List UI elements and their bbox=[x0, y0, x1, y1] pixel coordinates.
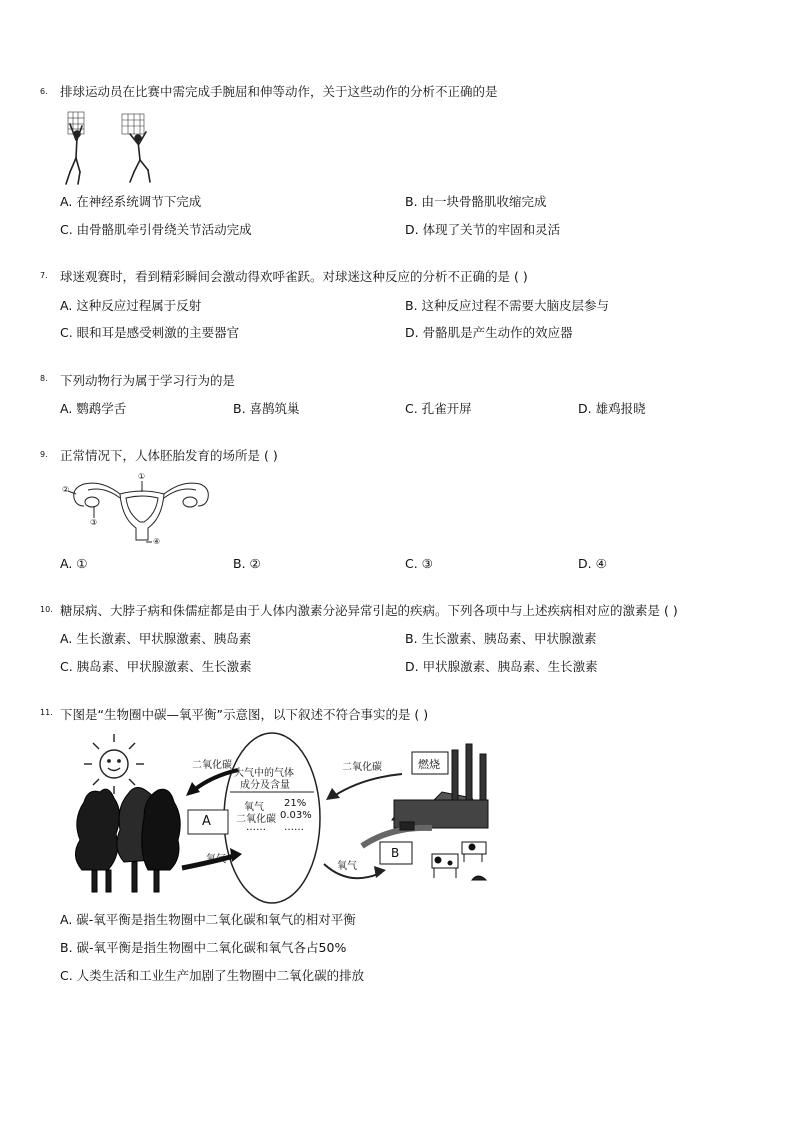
question-9-stem: 正常情况下，人体胚胎发育的场所是 ( ) bbox=[60, 448, 278, 463]
question-8-option-d[interactable]: D. 雄鸡报晓 bbox=[578, 401, 646, 416]
question-9-option-a[interactable]: A. ① bbox=[60, 556, 88, 571]
question-6-option-b[interactable]: B. 由一块骨骼肌收缩完成 bbox=[405, 194, 547, 209]
uterus-diagram bbox=[62, 472, 212, 550]
uterus-label-3: ③ bbox=[90, 518, 98, 527]
question-8-option-a[interactable]: A. 鹦鹉学舌 bbox=[60, 401, 127, 416]
question-10-number: 10. bbox=[40, 605, 53, 614]
question-6-number: 6. bbox=[40, 87, 48, 96]
cows-icon bbox=[432, 842, 486, 880]
question-11-stem: 下图是“生物圈中碳—氧平衡”示意图，以下叙述不符合事实的是 ( ) bbox=[60, 707, 429, 722]
question-6-option-c[interactable]: C. 由骨骼肌牵引骨绕关节活动完成 bbox=[60, 222, 252, 237]
question-8-stem: 下列动物行为属于学习行为的是 bbox=[60, 373, 236, 388]
atmosphere-row2-value: 0.03% bbox=[280, 810, 312, 821]
question-9-option-c[interactable]: C. ③ bbox=[405, 556, 433, 571]
question-7-stem: 球迷观赛时，看到精彩瞬间会激动得欢呼雀跃。对球迷这种反应的分析不正确的是 ( ) bbox=[60, 269, 528, 284]
o2-left-label: 氧气 bbox=[206, 854, 226, 865]
question-6-option-d[interactable]: D. 体现了关节的牢固和灵活 bbox=[405, 222, 561, 237]
question-11-option-c[interactable]: C. 人类生活和工业生产加剧了生物圈中二氧化碳的排放 bbox=[60, 968, 365, 983]
box-a-label: A bbox=[202, 814, 211, 829]
volleyball-players-figure bbox=[60, 110, 160, 190]
question-7-option-a[interactable]: A. 这种反应过程属于反射 bbox=[60, 298, 202, 313]
sun-icon bbox=[84, 734, 144, 794]
trees-icon bbox=[75, 787, 180, 892]
question-7-option-c[interactable]: C. 眼和耳是感受刺激的主要器官 bbox=[60, 325, 240, 340]
carbon-oxygen-balance-diagram bbox=[62, 730, 502, 906]
question-7-number: 7. bbox=[40, 271, 48, 280]
atmosphere-title-line1: 大气中的气体 bbox=[234, 768, 294, 779]
question-9-option-b[interactable]: B. ② bbox=[233, 556, 261, 571]
question-9-option-d[interactable]: D. ④ bbox=[578, 556, 607, 571]
question-8-number: 8. bbox=[40, 374, 48, 383]
question-10-stem: 糖尿病、大脖子病和侏儒症都是由于人体内激素分泌异常引起的疾病。下列各项中与上述疾病相对应的激素是 ( ) bbox=[60, 603, 678, 618]
atmosphere-row1-name: 氧气 bbox=[244, 802, 264, 813]
burn-label: 燃烧 bbox=[418, 758, 440, 771]
atmosphere-row3-name: …… bbox=[246, 822, 266, 833]
question-8-option-c[interactable]: C. 孔雀开屏 bbox=[405, 401, 472, 416]
question-10-option-a[interactable]: A. 生长激素、甲状腺激素、胰岛素 bbox=[60, 631, 252, 646]
atmosphere-title-line2: 成分及含量 bbox=[240, 780, 290, 791]
question-7-option-b[interactable]: B. 这种反应过程不需要大脑皮层参与 bbox=[405, 298, 610, 313]
question-7-option-d[interactable]: D. 骨骼肌是产生动作的效应器 bbox=[405, 325, 573, 340]
uterus-label-4: ④ bbox=[153, 537, 161, 546]
uterus-label-2: ② bbox=[62, 485, 70, 494]
question-11-number: 11. bbox=[40, 708, 53, 717]
question-11-option-b[interactable]: B. 碳-氧平衡是指生物圈中二氧化碳和氧气各占50% bbox=[60, 940, 347, 955]
uterus-label-1: ① bbox=[138, 472, 146, 481]
question-10-option-c[interactable]: C. 胰岛素、甲状腺激素、生长激素 bbox=[60, 659, 252, 674]
box-b-label: B bbox=[391, 846, 400, 860]
question-8-option-b[interactable]: B. 喜鹊筑巢 bbox=[233, 401, 300, 416]
atmosphere-row2-name: 二氧化碳 bbox=[236, 814, 276, 825]
question-6-stem: 排球运动员在比赛中需完成手腕屈和伸等动作，关于这些动作的分析不正确的是 bbox=[60, 84, 498, 99]
question-11-option-a[interactable]: A. 碳-氧平衡是指生物圈中二氧化碳和氧气的相对平衡 bbox=[60, 912, 356, 927]
question-10-option-b[interactable]: B. 生长激素、胰岛素、甲状腺激素 bbox=[405, 631, 597, 646]
question-6-option-a[interactable]: A. 在神经系统调节下完成 bbox=[60, 194, 202, 209]
atmosphere-row3-value: …… bbox=[284, 822, 304, 833]
co2-left-label: 二氧化碳 bbox=[192, 760, 232, 771]
co2-right-label: 二氧化碳 bbox=[342, 762, 382, 773]
question-10-option-d[interactable]: D. 甲状腺激素、胰岛素、生长激素 bbox=[405, 659, 598, 674]
o2-right-label: 氧气 bbox=[337, 861, 357, 872]
atmosphere-row1-value: 21% bbox=[284, 798, 307, 809]
question-9-number: 9. bbox=[40, 450, 48, 459]
